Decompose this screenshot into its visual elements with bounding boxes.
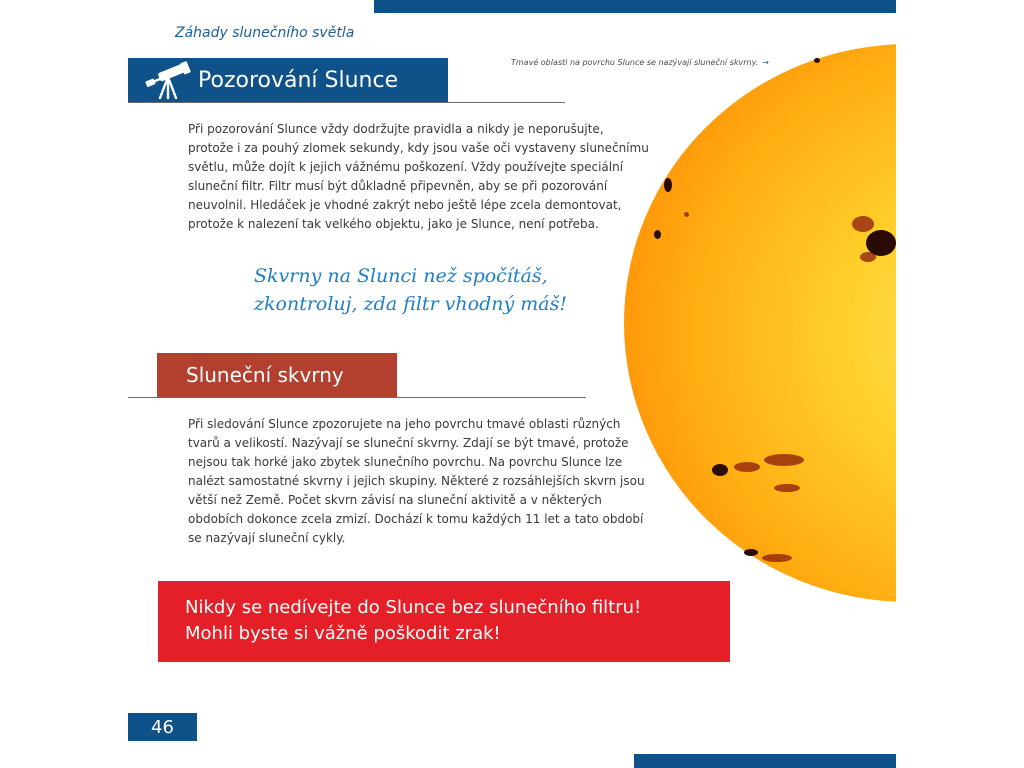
sunspot	[774, 484, 800, 492]
sunspot	[814, 58, 820, 63]
rhyme-line: Skvrny na Slunci než spočítáš,	[254, 265, 548, 287]
sun-caption-text: Tmavé oblasti na povrchu Slunce se nazývají sluneční skvrny.	[511, 58, 759, 67]
book-page	[128, 0, 896, 768]
sunspot	[764, 454, 804, 466]
sunspot	[664, 178, 672, 192]
section-heading-sunspots	[157, 353, 397, 397]
sunspot	[684, 212, 689, 217]
page-number: 46	[128, 713, 197, 741]
sun-image	[624, 44, 896, 602]
sunspot	[744, 549, 758, 556]
warning-line: Nikdy se nedívejte do Slunce bez slunečního filtru!	[185, 597, 642, 618]
running-header: Záhady slunečního světla	[175, 25, 355, 41]
sunspot	[762, 554, 792, 562]
top-color-bar	[374, 0, 896, 13]
heading-divider	[128, 102, 565, 103]
section-title: Sluneční skvrny	[186, 363, 344, 387]
observation-paragraph: Při pozorování Slunce vždy dodržujte pravidla a nikdy je neporušujte, protože i za pouhý zlomek sekundy, kdy jsou vaše oči vystaveny slunečnímu světlu, může dojít k jejich vážnému poškození. Vždy používejte speciální sluneční filtr. Filtr musí být důkladně připevněn, aby se při pozorování neuvolnil. Hledáček je vhodné zakrýt nebo ještě lépe zcela demontovat, protože k nalezení tak velkého objektu, jako je Slunce, není potřeba.	[188, 122, 649, 231]
section-title: Pozorování Slunce	[198, 67, 399, 93]
sunspot	[654, 230, 661, 239]
warning-box	[158, 581, 730, 662]
sunspot	[852, 216, 874, 232]
bottom-color-bar	[634, 754, 896, 768]
rhyme-note	[254, 262, 584, 318]
telescope-icon	[142, 60, 194, 100]
heading-divider	[128, 397, 586, 398]
warning-line: Mohli byste si vážně poškodit zrak!	[185, 623, 501, 644]
sunspot	[734, 462, 760, 472]
sunspot	[712, 464, 728, 476]
arrow-right-icon: →	[762, 58, 769, 67]
sunspots-paragraph: Při sledování Slunce zpozorujete na jeho povrchu tmavé oblasti různých tvarů a velikostí. Nazývají se sluneční skvrny. Zdají se být tmavé, protože nejsou tak horké jako zbytek slunečního povrchu. Na povrchu Slunce lze nalézt samostatné skvrny i jejich skupiny. Některé z rozsáhlejších skvrn jsou větší než Země. Počet skvrn závisí na sluneční aktivitě a v některých obdobích dokonce zcela zmizí. Dochází k tomu každých 11 let a tato období se nazývají sluneční cykly.	[188, 417, 645, 545]
section-heading-observation	[128, 58, 448, 102]
rhyme-line: zkontroluj, zda filtr vhodný máš!	[254, 293, 567, 315]
sun-caption	[511, 58, 769, 67]
sunspot	[860, 252, 876, 262]
